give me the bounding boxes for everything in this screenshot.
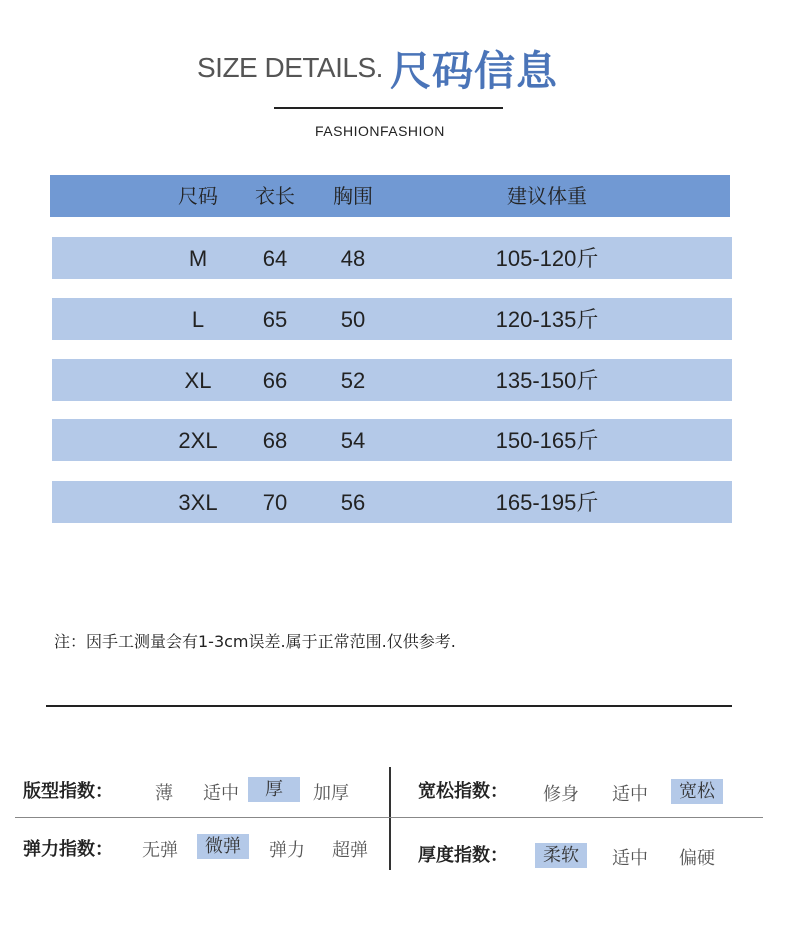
thickness-option: 适中 [612,848,648,869]
title-chinese: 尺码信息 [390,47,558,95]
cell-chest: 50 [340,307,366,332]
cell-chest: 54 [340,428,366,453]
column-header-length: 衣长 [255,184,295,208]
column-header-weight: 建议体重 [507,184,587,208]
title-english: SIZE DETAILS. [197,52,383,83]
table-header [50,175,730,217]
elasticity-option: 超弹 [332,840,368,861]
looseness-option: 修身 [543,784,579,805]
looseness-index-label: 宽松指数： [418,781,508,802]
subtitle: FASHIONFASHION [315,123,445,139]
thickness-index-label: 厚度指数： [418,845,508,866]
cell-length: 65 [262,307,288,332]
index-vertical-divider [389,767,391,870]
cell-chest: 56 [340,490,366,515]
column-header-chest: 胸围 [333,184,373,208]
cell-length: 64 [262,246,288,271]
cell-size: M [188,246,208,271]
table-row [52,237,732,279]
cell-size: 2XL [178,428,218,453]
thickness-option-selected: 柔软 [535,843,587,868]
cell-weight: 165-195斤 [495,490,599,515]
fit-type-option: 薄 [155,783,173,804]
thickness-option: 偏硬 [679,848,715,869]
cell-weight: 135-150斤 [495,368,599,393]
table-row [52,298,732,340]
elasticity-option: 无弹 [142,840,178,861]
cell-chest: 52 [340,368,366,393]
cell-weight: 120-135斤 [495,307,599,332]
elasticity-option: 弹力 [269,840,305,861]
measurement-note: 注：因手工测量会有1-3cm误差.属于正常范围.仅供参考. [54,632,456,651]
cell-chest: 48 [340,246,366,271]
cell-size: L [191,307,205,332]
cell-weight: 150-165斤 [495,428,599,453]
cell-length: 68 [262,428,288,453]
title-underline [274,107,503,109]
cell-size: XL [184,368,212,393]
table-row [52,481,732,523]
fit-type-option: 加厚 [313,783,349,804]
column-header-size: 尺码 [178,184,218,208]
looseness-option-selected: 宽松 [671,779,723,804]
cell-weight: 105-120斤 [495,246,599,271]
cell-length: 66 [262,368,288,393]
table-row [52,419,732,461]
elasticity-index-label: 弹力指数： [23,839,113,860]
table-row [52,359,732,401]
looseness-option: 适中 [612,784,648,805]
fit-type-index-label: 版型指数： [23,781,113,802]
fit-type-option-selected: 厚 [248,777,300,802]
cell-length: 70 [262,490,288,515]
section-divider [46,705,732,707]
fit-type-option: 适中 [203,783,239,804]
cell-size: 3XL [178,490,218,515]
index-horizontal-divider [15,817,763,818]
elasticity-option-selected: 微弹 [197,834,249,859]
